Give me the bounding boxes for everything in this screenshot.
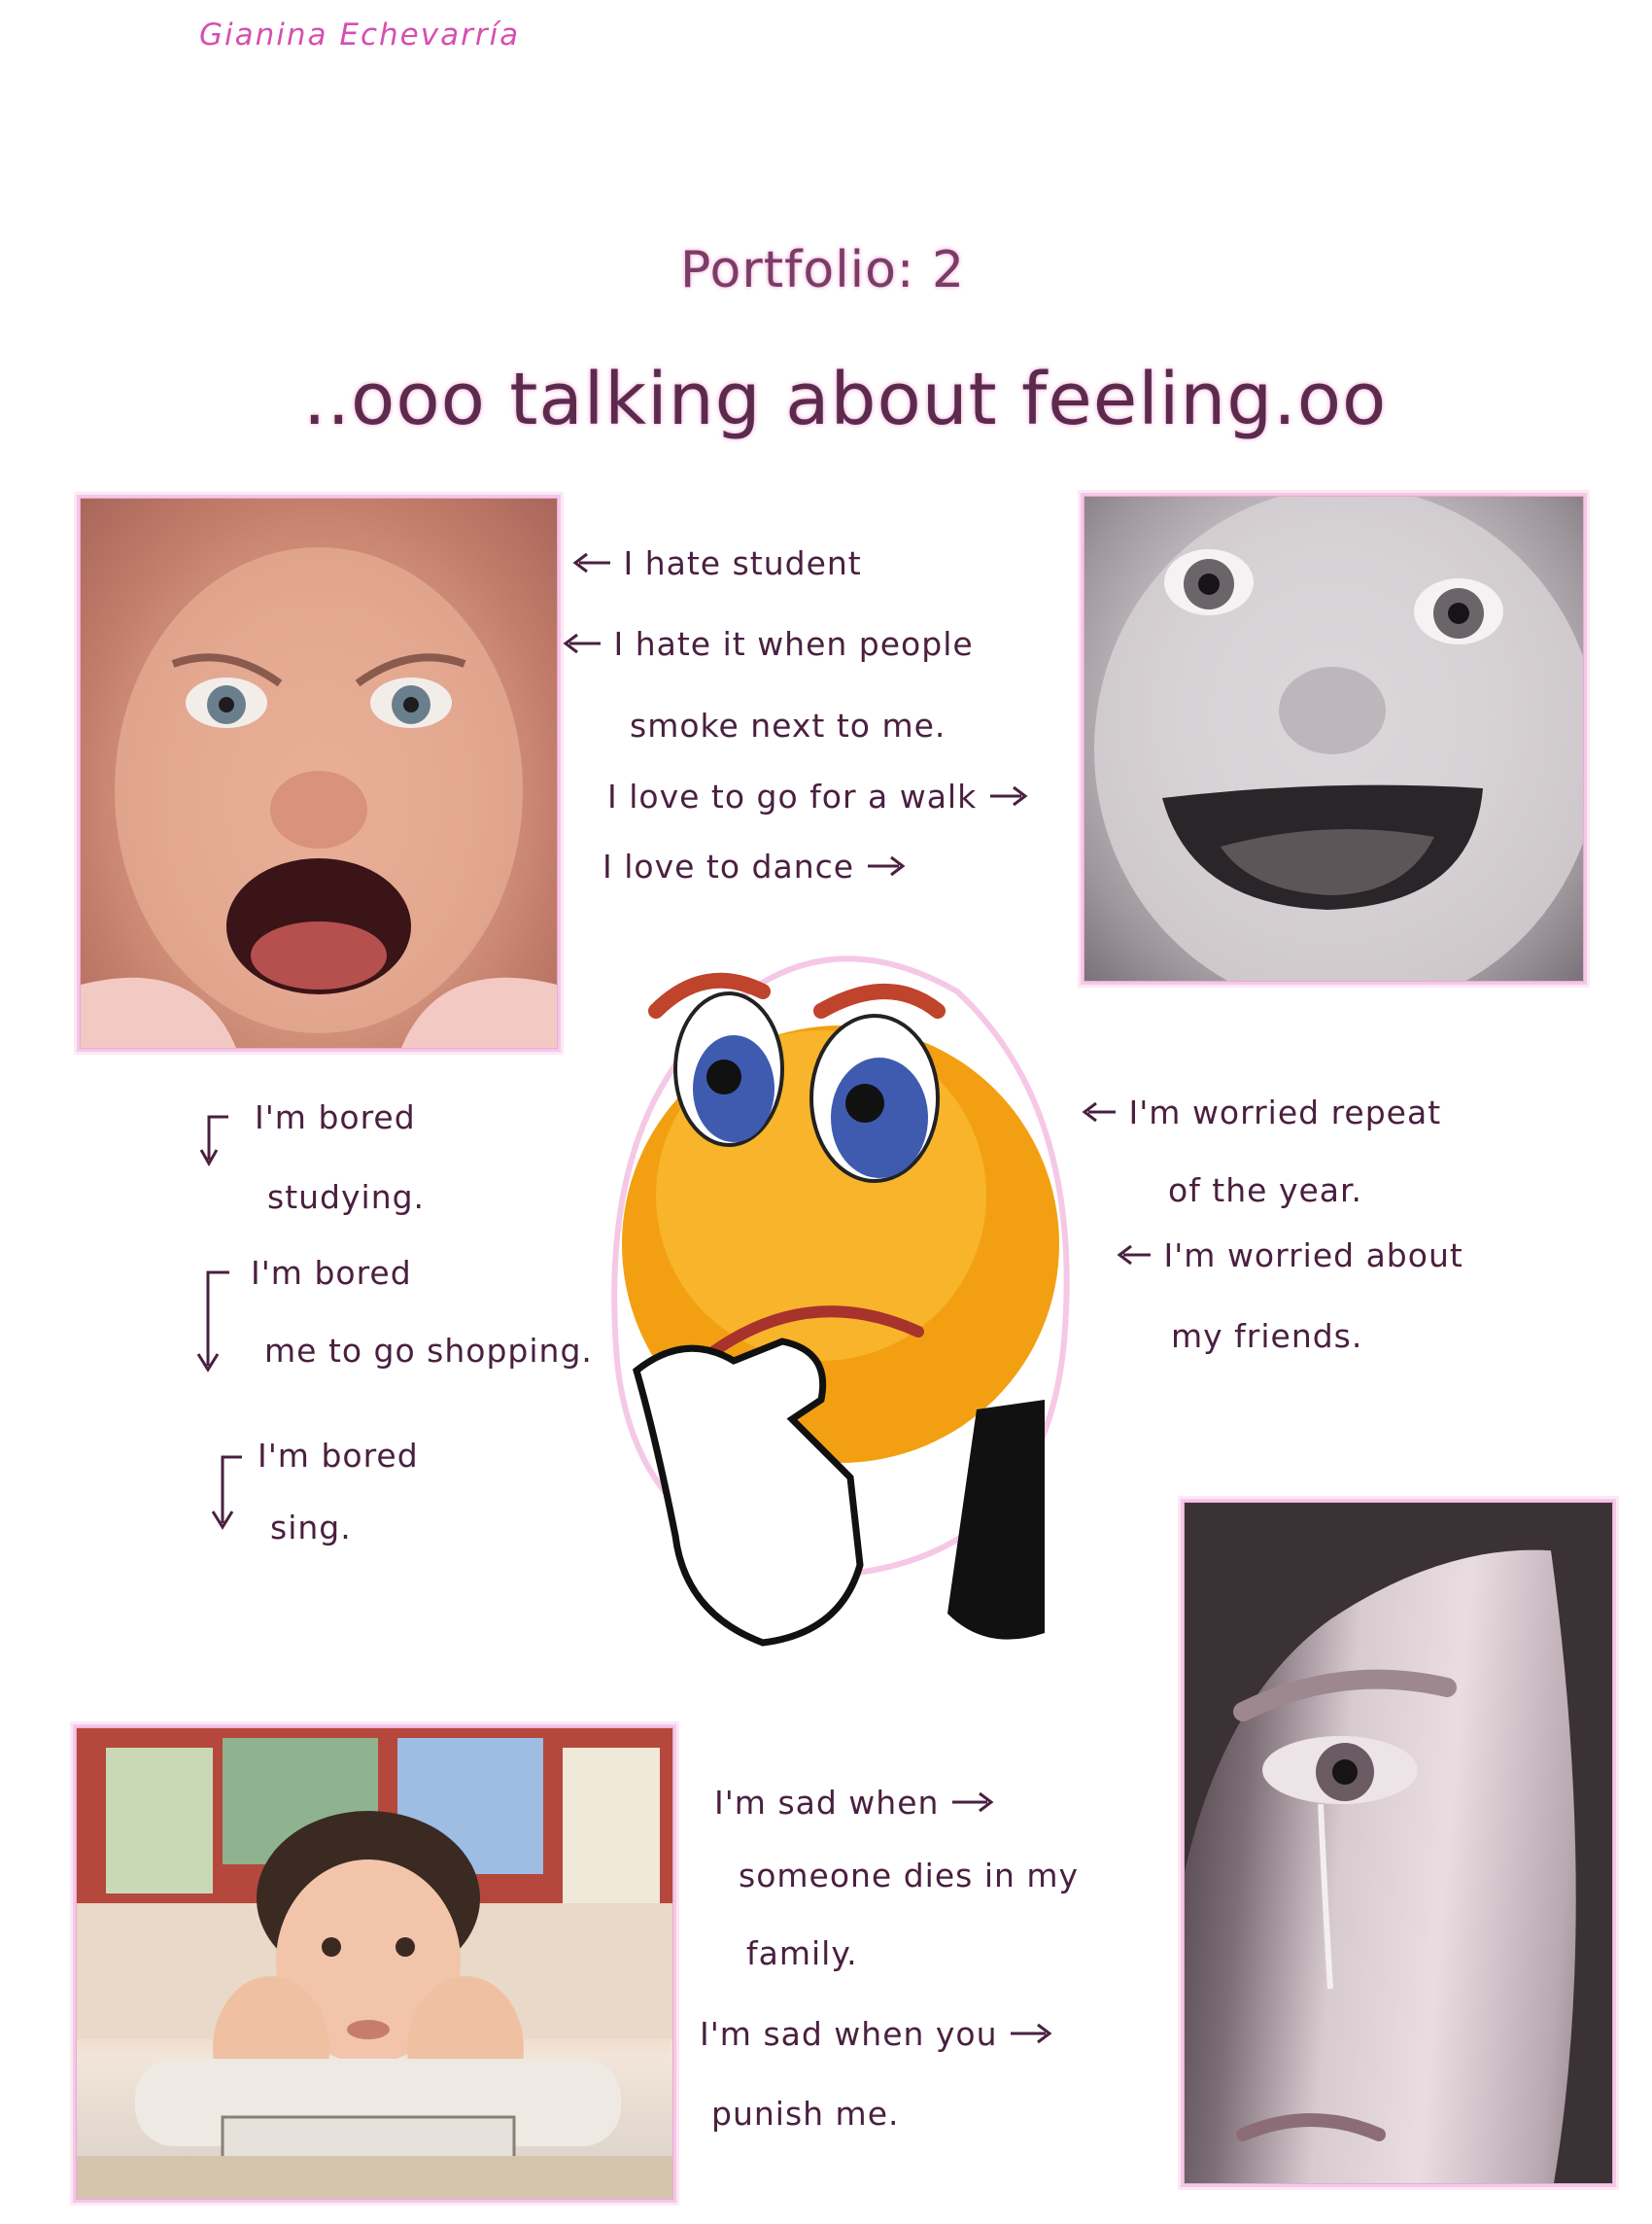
note-hate-student: I hate student <box>571 544 862 582</box>
angry-baby-photo <box>80 498 558 1049</box>
arrow-left-icon <box>571 544 612 582</box>
note-sad-dies-line2: someone dies in my <box>739 1857 1080 1894</box>
note-bored-shopping: I'm bored <box>251 1254 412 1292</box>
portfolio-title: Portfolio: 2 <box>680 241 966 299</box>
note-worried-friends-line2: my friends. <box>1171 1317 1363 1355</box>
note-bored-sing: I'm bored <box>258 1437 419 1475</box>
arrow-left-icon <box>562 625 602 663</box>
note-worried-repeat: I'm worried repeat <box>1081 1094 1441 1131</box>
note-love-walk: I love to go for a walk <box>607 778 1029 816</box>
author-name: Gianina Echevarría <box>199 17 521 52</box>
note-worried-friends: I'm worried about <box>1116 1236 1463 1274</box>
note-hate-smoke: I hate it when people <box>562 625 974 663</box>
arrow-right-icon <box>1009 2015 1053 2053</box>
note-sad-punish-line2: punish me. <box>711 2095 900 2133</box>
arrow-down-icon <box>199 1113 238 1171</box>
note-bored-studying: I'm bored <box>255 1098 416 1136</box>
note-sad-dies-line3: family. <box>746 1934 858 1972</box>
note-love-dance: I love to dance <box>602 848 907 886</box>
arrow-right-icon <box>866 848 907 886</box>
arrow-right-icon <box>988 778 1029 816</box>
note-bored-studying-line2: studying. <box>267 1178 426 1216</box>
arrow-down-icon <box>209 1453 248 1535</box>
note-hate-smoke-line2: smoke next to me. <box>630 707 946 745</box>
laughing-baby-photo <box>1084 496 1584 982</box>
note-sad-dies: I'm sad when <box>714 1784 995 1822</box>
arrow-left-icon <box>1116 1236 1153 1274</box>
note-worried-repeat-line2: of the year. <box>1168 1171 1363 1209</box>
arrow-right-icon <box>950 1784 995 1822</box>
page-title: ..ooo talking about feeling.oo <box>303 358 1388 441</box>
bored-boy-photo <box>76 1727 673 2200</box>
note-sad-punish: I'm sad when you <box>700 2015 1053 2053</box>
arrow-left-icon <box>1081 1094 1118 1131</box>
thinking-emoji <box>598 933 1084 1682</box>
crying-woman-photo <box>1184 1502 1613 2184</box>
note-bored-shopping-line2: me to go shopping. <box>264 1332 593 1370</box>
arrow-down-icon <box>194 1268 233 1379</box>
note-bored-sing-line2: sing. <box>270 1509 352 1546</box>
